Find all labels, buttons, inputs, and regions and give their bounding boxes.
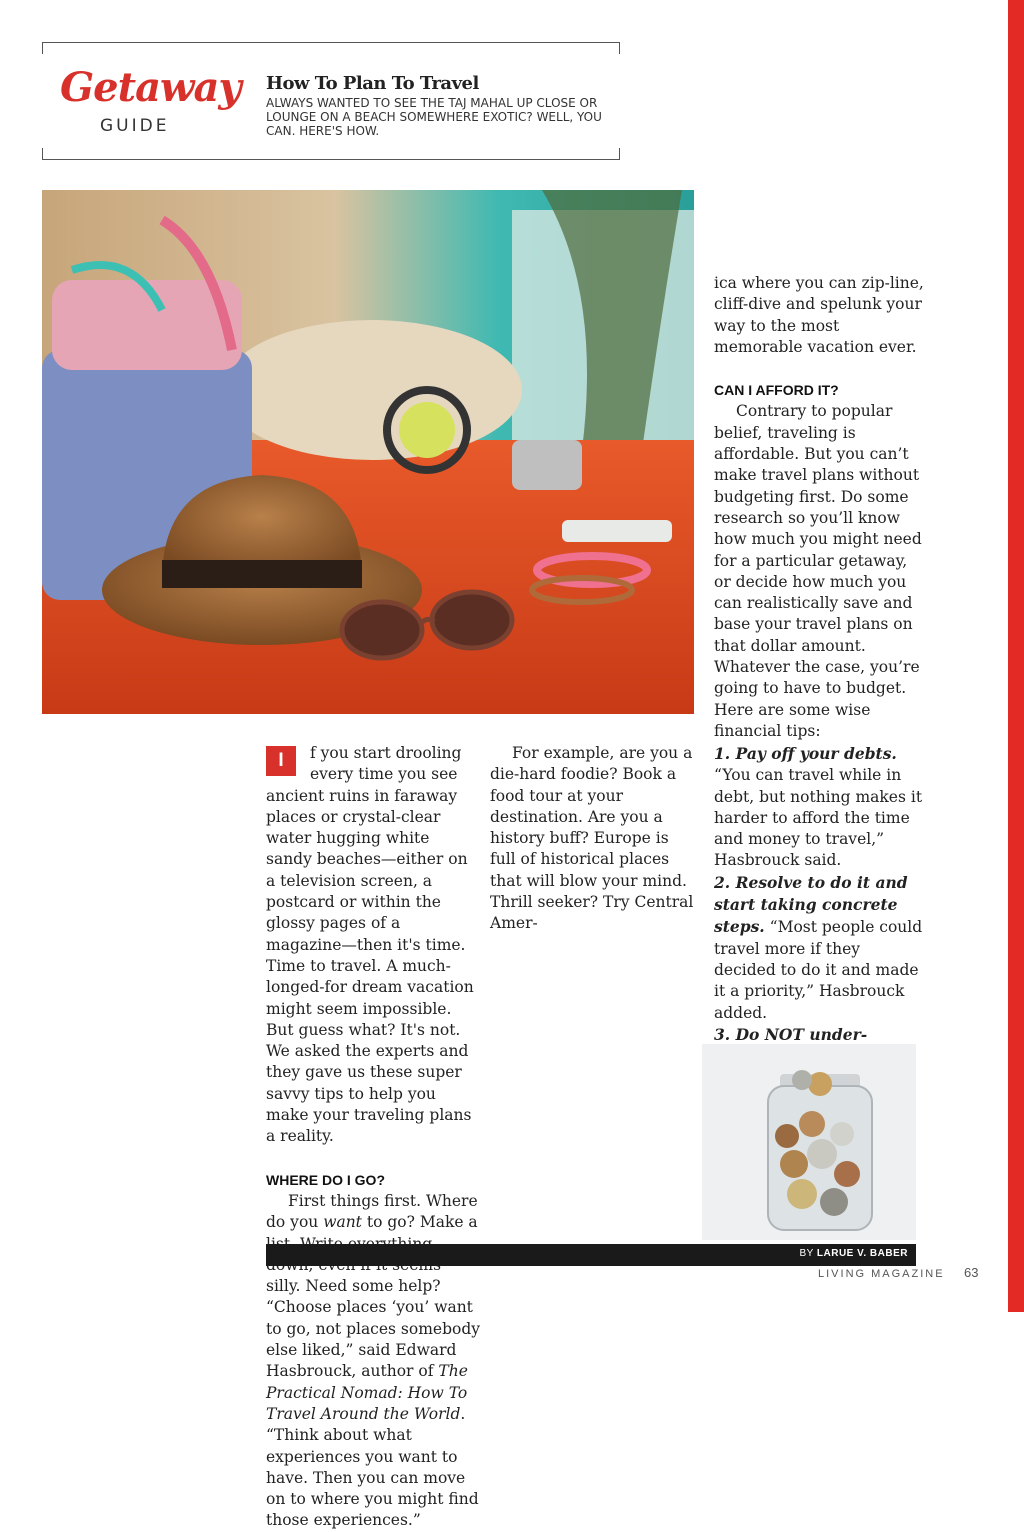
tip-1: 1. Pay off your debts. “You can travel while in debt, but nothing makes it harder to afford the time and money to travel,” Hasbrouck said. bbox=[714, 744, 923, 870]
guide-logo-word: GUIDE bbox=[100, 116, 170, 136]
article-column-1 bbox=[266, 743, 480, 1532]
section-heading-where: WHERE DO I GO? bbox=[266, 1171, 385, 1188]
article-column-2 bbox=[490, 743, 698, 935]
article-column-3-tips bbox=[714, 743, 924, 1090]
dropcap: I bbox=[266, 746, 296, 776]
red-page-edge bbox=[1008, 0, 1024, 1312]
tip-3: 3. Do NOT under- bbox=[714, 1024, 868, 1044]
tip-2: 2. Resolve to do it and start taking concrete steps. “Most people could travel more if they decided to do it and made it a priority,” Hasbrouck added. bbox=[714, 872, 923, 1022]
byline: BY LARUE V. BABER bbox=[799, 1248, 908, 1259]
article-column-3-top bbox=[714, 273, 924, 742]
intro-paragraph: I f you start drooling every time you see ancient ruins in faraway places or crystal-clear water hugging white sandy beaches—either on a television screen, a postcard or within the glossy pages of a magazine—then it's time. Time to travel. A much-longed-for dream vacation might seem impossible. But guess what? It's not. We asked the experts and they gave us these super savvy tips to help you make your traveling plans a reality. bbox=[266, 744, 474, 1146]
magazine-name: LIVING MAGAZINE bbox=[818, 1268, 945, 1280]
page-number: 63 bbox=[964, 1265, 979, 1280]
travel-suitcase-hat-photo bbox=[42, 190, 694, 714]
continuation-paragraph: ica where you can zip-line, cliff-dive and spelunk your way to the most memorable vacation ever. bbox=[714, 274, 924, 356]
byline-bar bbox=[266, 1244, 916, 1266]
article-subtitle: ALWAYS WANTED TO SEE THE TAJ MAHAL UP CLOSE OR LOUNGE ON A BEACH SOMEWHERE EXOTIC? WELL, YOU CAN. HERE'S HOW. bbox=[266, 96, 602, 138]
getaway-logo: Getaway bbox=[60, 64, 241, 111]
example-paragraph: For example, are you a die-hard foodie? Book a food tour at your destination. Are you a history buff? Europe is full of historical places that will blow your mind. Thrill seeker? Try Central Amer- bbox=[490, 744, 694, 933]
article-title: How To Plan To Travel bbox=[266, 73, 479, 94]
coin-jar-photo bbox=[702, 1044, 916, 1240]
where-paragraph: First things first. Where do you want to go? Make a silly. Need some help? “Choose places ‘you’ want to go, not places somebody else liked,” said Edward Hasbrouck, author of The Practical Nomad: How To Travel Around the World. “Think about what experiences you want to have. Then you can move on to where you might find those experiences.” bbox=[266, 1191, 481, 1530]
afford-paragraph: Contrary to popular belief, traveling is affordable. But you can’t make travel plans without budgeting first. Do some research so you’ll know how much you might need for a particular getaway, or decide how much you can realistically save and base your travel plans on that dollar amount. Whatever the case, you’re going to have to budget. Here are some wise financial tips: bbox=[714, 402, 922, 740]
section-heading-afford: CAN I AFFORD IT? bbox=[714, 382, 839, 399]
